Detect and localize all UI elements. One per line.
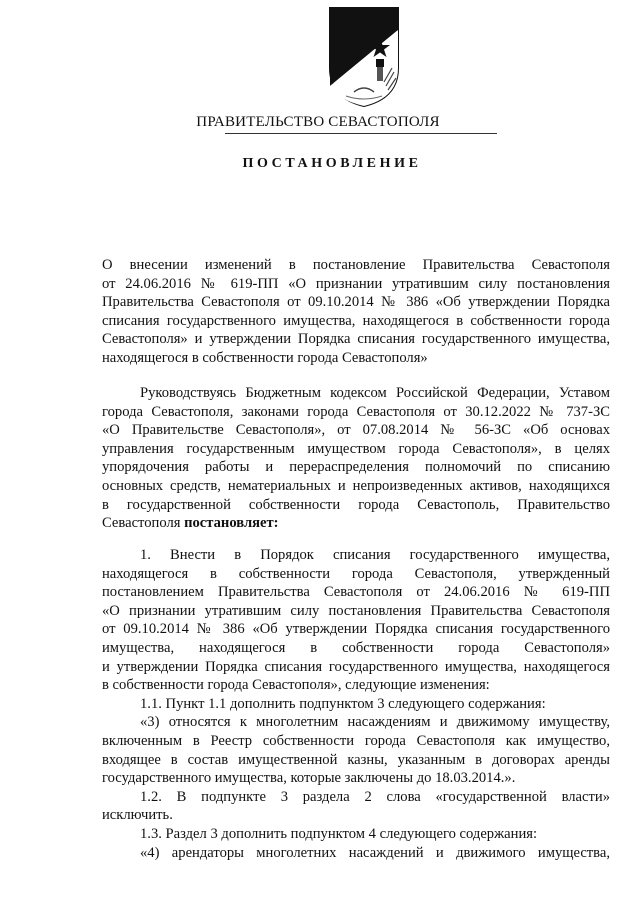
government-name: ПРАВИТЕЛЬСТВО СЕВАСТОПОЛЯ xyxy=(196,114,440,130)
quote3-line: включенным в Реестр собственности города Севастополя как имущество, xyxy=(102,732,610,749)
subitem-1-3: 1.3. Раздел 3 дополнить подпунктом 4 следующего содержания: xyxy=(140,825,538,842)
quote3-line: входящее в состав имущественной казны, указанным в договорах аренды xyxy=(102,751,610,768)
item1-line: в собственности города Севастополя», следующие изменения: xyxy=(102,677,490,694)
item1-line: постановлением Правительства Севастополя от 24.06.2016 № 619-ПП xyxy=(102,584,610,601)
decree-title xyxy=(102,256,610,368)
title-line: Правительства Севастополя от 09.10.2014 № 386 «Об утверждении Порядка xyxy=(102,294,610,311)
document-type: ПОСТАНОВЛЕНИЕ xyxy=(242,156,422,171)
preamble-line: «О Правительстве Севастополя», от 07.08.2014 № 56-ЗС «Об основах xyxy=(102,422,610,439)
preamble-line: управления государственным имуществом города Севастополя», в целях xyxy=(102,440,610,457)
preamble-line: в государственной собственности города Севастополь, Правительство xyxy=(102,496,610,513)
title-line: находящегося в собственности города Севастополя» xyxy=(102,349,428,366)
preamble-line: города Севастополя, законами города Севастополя от 30.12.2022 № 737-ЗС xyxy=(102,403,610,420)
item1-line: имущества, находящегося в собственности города Севастополя» xyxy=(102,639,610,656)
subitem-1-1: 1.1. Пункт 1.1 дополнить подпунктом 3 следующего содержания: xyxy=(140,695,546,712)
title-line: списания государственного имущества, находящегося в собственности города xyxy=(102,312,610,329)
resolution-word: постановляет: xyxy=(184,515,279,532)
title-line: от 24.06.2016 № 619-ПП «О признании утратившим силу постановления xyxy=(102,275,610,292)
subitem-1-2: 1.2. В подпункте 3 раздела 2 слова «государственной власти» xyxy=(140,788,610,805)
item1-line: 1. Внести в Порядок списания государственного имущества, xyxy=(140,547,610,563)
decree-items xyxy=(102,546,610,862)
title-line: О внесении изменений в постановление Правительства Севастополя xyxy=(102,257,610,273)
quote3-line: «3) относятся к многолетним насаждениям и движимому имуществу, xyxy=(140,714,610,731)
item1-line: «О признании утратившим силу постановления Правительства Севастополя xyxy=(102,602,610,619)
item1-line: и утверждении Порядка списания государственного имущества, находящегося xyxy=(102,658,610,675)
preamble-line: основных средств, нематериальных и непроизведенных активов, находящихся xyxy=(102,477,610,494)
preamble xyxy=(102,384,610,533)
quote4-line: «4) арендаторы многолетних насаждений и движимого имущества, xyxy=(140,844,610,861)
quote3-line: государственного имущества, которые заключены до 18.03.2014.». xyxy=(102,770,516,787)
preamble-line: упорядочения работы и перераспределения полномочий по списанию xyxy=(102,459,610,476)
subitem-1-2: исключить. xyxy=(102,807,173,824)
item1-line: находящегося в собственности города Севастополя, утвержденный xyxy=(102,565,610,582)
item1-line: от 09.10.2014 № 386 «Об утверждении Порядка списания государственного xyxy=(102,621,610,638)
preamble-last-text: Севастополя xyxy=(102,515,185,532)
preamble-line: Руководствуясь Бюджетным кодексом Российской Федерации, Уставом xyxy=(140,385,610,401)
sevastopol-coat-of-arms-icon xyxy=(324,6,404,108)
title-line: Севастополя» и утверждении Порядка списания государственного имущества, xyxy=(102,331,610,348)
preamble-line xyxy=(102,514,610,533)
header-divider xyxy=(225,133,497,134)
